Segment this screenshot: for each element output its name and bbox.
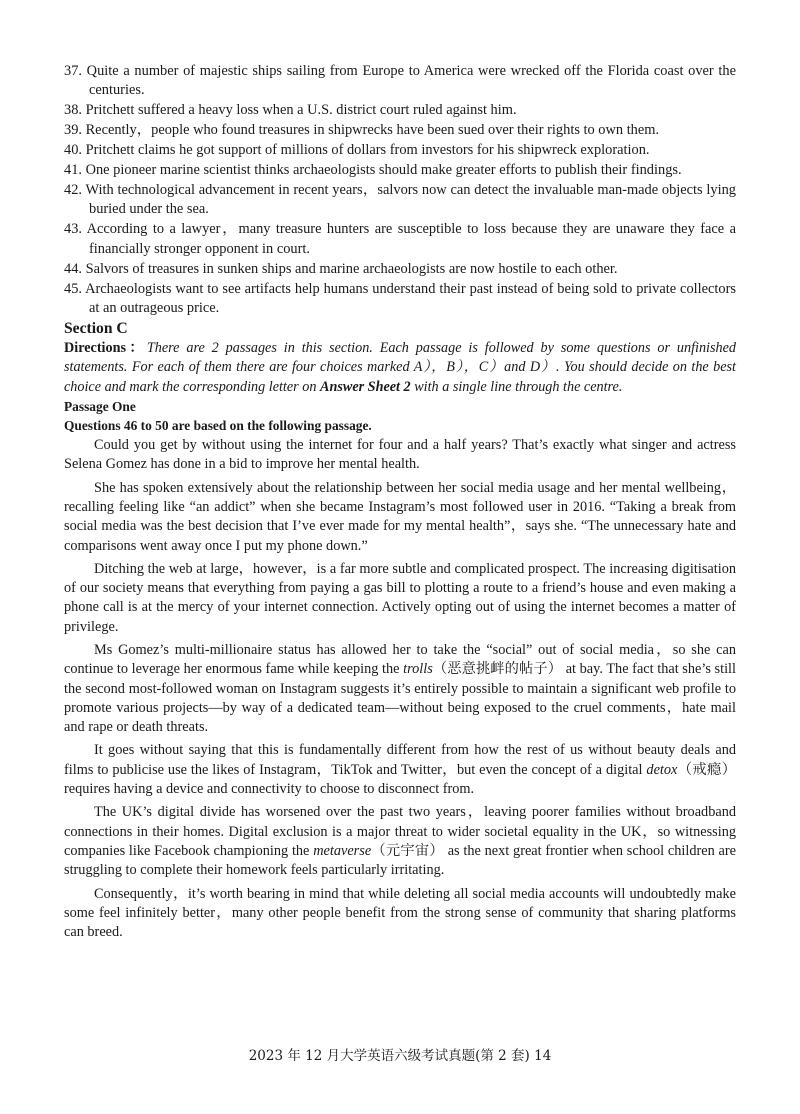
passage-paragraph-3: Ditching the web at large，however，is a far more subtle and complicated prospect. The increasing digitisation of our society means that everything from paying a gas bill to plotting a route to a friend’s house and even making a phone call is at the mercy of your internet connection. Actively opting out of using the internet becomes a matter of privilege.	[64, 560, 736, 635]
section-title: Section C	[64, 320, 128, 338]
statement-44: 44. Salvors of treasures in sunken ships and marine archaeologists are now hostile to each other.	[64, 260, 618, 277]
term-detox: detox	[646, 761, 678, 778]
gloss-detox: （戒瘾）	[677, 761, 736, 778]
passage-paragraph-6	[64, 803, 736, 880]
directions-text-end: with a single line through the centre.	[410, 378, 623, 395]
section-directions	[64, 339, 736, 397]
gloss-metaverse: （元宇宙）	[371, 842, 444, 859]
passage-paragraph-2: She has spoken extensively about the relationship between her social media usage and her mental wellbeing，recalling feeling like “an addict” when she became Instagram’s most followed user in 2016. “Taking a break from social media was the best decision that I’ve ever made for my mental health”，says she. “The unnecessary hate and comparisons went away once I put my phone down.”	[64, 479, 736, 554]
paragraph-6-text-end: as the next great frontier when school children are struggling to complete their homework feels particularly irritating.	[64, 842, 736, 879]
statement-39: 39. Recently，people who found treasures in shipwrecks have been sued over their rights to own them.	[64, 122, 660, 139]
passage-title: Passage One	[64, 399, 136, 415]
passage-paragraph-4	[64, 641, 736, 737]
questions-note: Questions 46 to 50 are based on the following passage.	[64, 418, 372, 434]
directions-text: There are 2 passages in this section. Each passage is followed by some questions or unfinished statements. For each of them there are four choices marked A），B），C）and D）. You should decide on the best choice and mark the corresponding letter on	[64, 340, 736, 395]
term-metaverse: metaverse	[313, 842, 372, 859]
passage-paragraph-7: Consequently，it’s worth bearing in mind that while deleting all social media accounts will undoubtedly make some feel infinitely better，many other people benefit from the strong sense of community that sharing platforms can breed.	[64, 885, 736, 941]
paragraph-5-text-end: requires having a device and connectivity to choose to disconnect from.	[64, 781, 475, 798]
paragraph-4-text: Ms Gomez’s multi-millionaire status has allowed her to take the “social” out of social media，so she can continue to leverage her enormous fame while keeping the	[64, 642, 736, 678]
directions-label: Directions：	[64, 340, 147, 357]
passage-paragraph-5	[64, 741, 736, 799]
statement-38: 38. Pritchett suffered a heavy loss when a U.S. district court ruled against him.	[64, 102, 517, 119]
term-trolls: trolls	[403, 661, 433, 678]
paragraph-4-text-end: at bay. The fact that she’s still the second most-followed woman on Instagram suggests it’s entirely possible to maintain a significant web profile to promote various projects—by way of a dedicated team—without being exposed to the cruel comments，hate mail and rape or death threats.	[64, 661, 736, 736]
gloss-trolls: （恶意挑衅的帖子）	[432, 661, 563, 678]
paragraph-6-text: The UK’s digital divide has worsened over the past two years，leaving poorer families without broadband connections in their homes. Digital exclusion is a major threat to wider societal equality in the UK，so witnessing companies like Facebook championing the	[64, 804, 736, 859]
page-footer: 2023 年 12 月大学英语六级考试真题(第 2 套) 14	[248, 1048, 552, 1064]
statement-37: 37. Quite a number of majestic ships sailing from Europe to America were wrecked off the Florida coast over the centuries.	[64, 63, 736, 99]
statement-45: 45. Archaeologists want to see artifacts help humans understand their past instead of being sold to private collectors at an outrageous price.	[64, 280, 736, 316]
statement-41: 41. One pioneer marine scientist thinks archaeologists should make greater efforts to publish their findings.	[64, 162, 682, 179]
statement-list	[64, 62, 736, 318]
paragraph-5-text: It goes without saying that this is fundamentally different from how the rest of us without beauty deals and films to publicise use the likes of Instagram，TikTok and Twitter，but even the concept of a digital	[64, 742, 736, 778]
directions-answer-sheet: Answer Sheet 2	[319, 378, 411, 395]
statement-42: 42. With technological advancement in recent years，salvors now can detect the invaluable man-made objects lying buried under the sea.	[64, 182, 736, 218]
exam-page	[64, 62, 736, 946]
statement-40: 40. Pritchett claims he got support of millions of dollars from investors for his shipwreck exploration.	[64, 142, 650, 159]
passage-paragraph-1: Could you get by without using the internet for four and a half years? That’s exactly what singer and actress Selena Gomez has done in a bid to improve her mental health.	[64, 437, 736, 473]
statement-43: 43. According to a lawyer，many treasure hunters are susceptible to loss because they are unaware they face a financially stronger opponent in court.	[64, 221, 736, 257]
